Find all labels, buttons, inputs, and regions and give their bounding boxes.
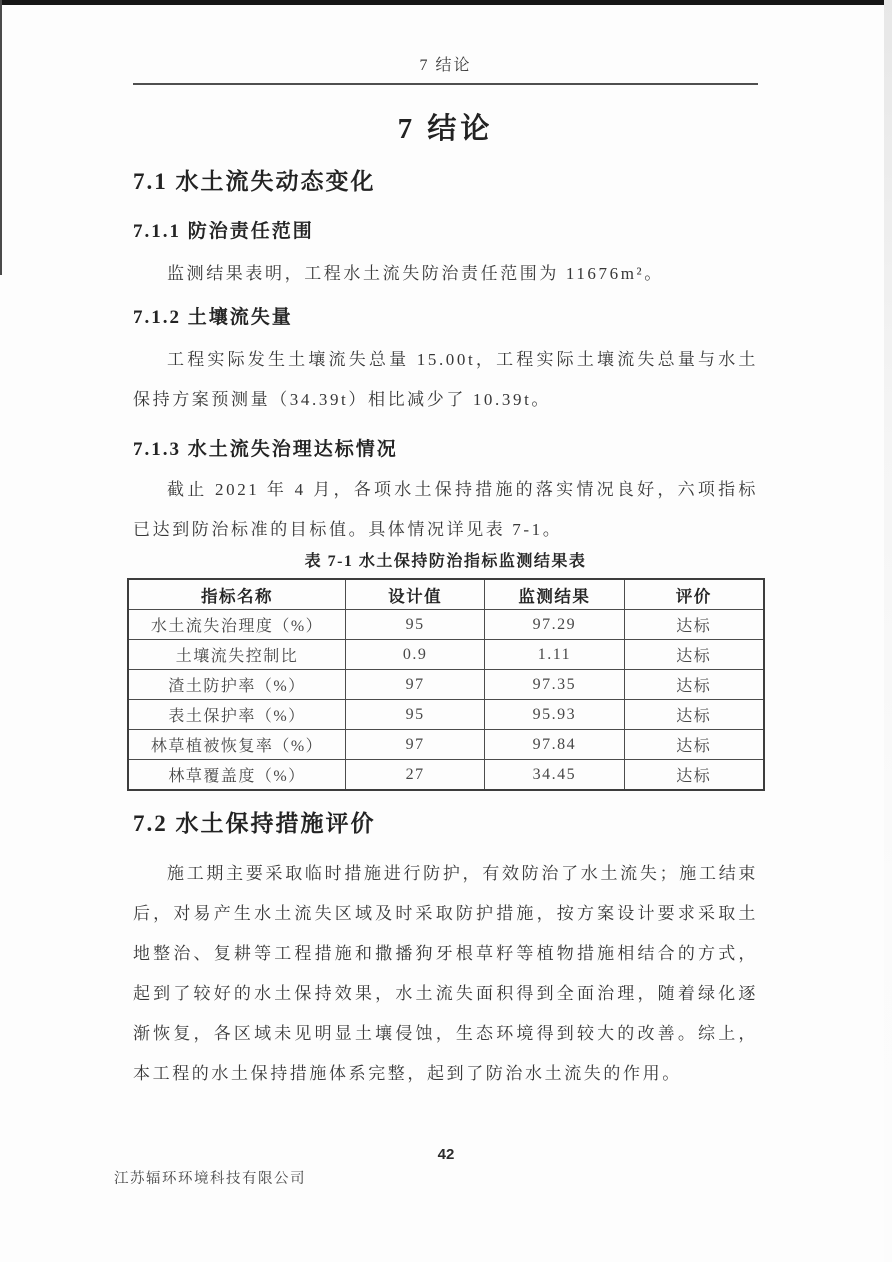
cell-result: 97.29: [485, 610, 624, 640]
cell-indicator: 表土保护率（%）: [128, 700, 346, 730]
paragraph-7-1-3: 截止 2021 年 4 月，各项水土保持措施的落实情况良好，六项指标已达到防治标准的目标值。具体情况详见表 7-1。: [133, 480, 758, 539]
cell-eval: 达标: [624, 670, 764, 700]
cell-indicator: 林草植被恢复率（%）: [128, 730, 346, 760]
table-row: [128, 670, 764, 700]
cell-design: 97: [346, 730, 485, 760]
table-row: [128, 610, 764, 640]
heading-7-2: 7.2 水土保持措施评价: [133, 811, 376, 836]
cell-design: 95: [346, 700, 485, 730]
table-row: [128, 700, 764, 730]
page-number: 42: [437, 1146, 455, 1163]
page-title: 7 结论: [397, 113, 494, 145]
cell-result: 95.93: [485, 700, 624, 730]
table-header-row: [128, 579, 764, 610]
table-row: [128, 640, 764, 670]
cell-eval: 达标: [624, 640, 764, 670]
paragraph-7-2: 施工期主要采取临时措施进行防护，有效防治了水土流失；施工结束后，对易产生水土流失区域及时采取防护措施，按方案设计要求采取土地整治、复耕等工程措施和撒播狗牙根草籽等植物措施相结合的方式，起到了较好的水土保持效果，水土流失面积得到全面治理，随着绿化逐渐恢复，各区域未见明显土壤侵蚀，生态环境得到较大的改善。综上，本工程的水土保持措施体系完整，起到了防治水土流失的作用。: [133, 864, 758, 1083]
heading-7-1-3: 7.1.3 水土流失治理达标情况: [133, 439, 398, 460]
cell-eval: 达标: [624, 730, 764, 760]
col-header-evaluation: 评价: [624, 579, 764, 610]
paragraph-7-1-1: 监测结果表明，工程水土流失防治责任范围为 11676m²。: [167, 264, 664, 283]
cell-design: 97: [346, 670, 485, 700]
cell-eval: 达标: [624, 700, 764, 730]
table-row: [128, 730, 764, 760]
cell-design: 27: [346, 760, 485, 791]
cell-eval: 达标: [624, 610, 764, 640]
running-header: [133, 55, 758, 85]
scan-edge-top: [0, 0, 892, 5]
monitoring-results-table: [127, 578, 765, 791]
cell-result: 34.45: [485, 760, 624, 791]
page-content: [0, 55, 892, 1094]
cell-indicator: 土壤流失控制比: [128, 640, 346, 670]
heading-7-1: 7.1 水土流失动态变化: [133, 169, 376, 194]
paragraph-7-1-2: 工程实际发生土壤流失总量 15.00t，工程实际土壤流失总量与水土保持方案预测量（34.39t）相比减少了 10.39t。: [133, 350, 758, 409]
table-caption: 表 7-1 水土保持防治指标监测结果表: [304, 553, 587, 570]
cell-design: 95: [346, 610, 485, 640]
cell-result: 97.35: [485, 670, 624, 700]
col-header-indicator-name: 指标名称: [128, 579, 346, 610]
col-header-monitoring-result: 监测结果: [485, 579, 624, 610]
cell-indicator: 渣土防护率（%）: [128, 670, 346, 700]
scan-edge-left: [0, 0, 2, 275]
cell-indicator: 林草覆盖度（%）: [128, 760, 346, 791]
footer-company-name: 江苏辐环环境科技有限公司: [114, 1171, 306, 1187]
heading-7-1-1: 7.1.1 防治责任范围: [133, 221, 314, 242]
running-header-text: 7 结论: [419, 57, 472, 74]
cell-design: 0.9: [346, 640, 485, 670]
scan-edge-right: [884, 0, 892, 1262]
table-row: [128, 760, 764, 791]
col-header-design-value: 设计值: [346, 579, 485, 610]
cell-result: 1.11: [485, 640, 624, 670]
heading-7-1-2: 7.1.2 土壤流失量: [133, 307, 293, 328]
cell-result: 97.84: [485, 730, 624, 760]
cell-eval: 达标: [624, 760, 764, 791]
cell-indicator: 水土流失治理度（%）: [128, 610, 346, 640]
